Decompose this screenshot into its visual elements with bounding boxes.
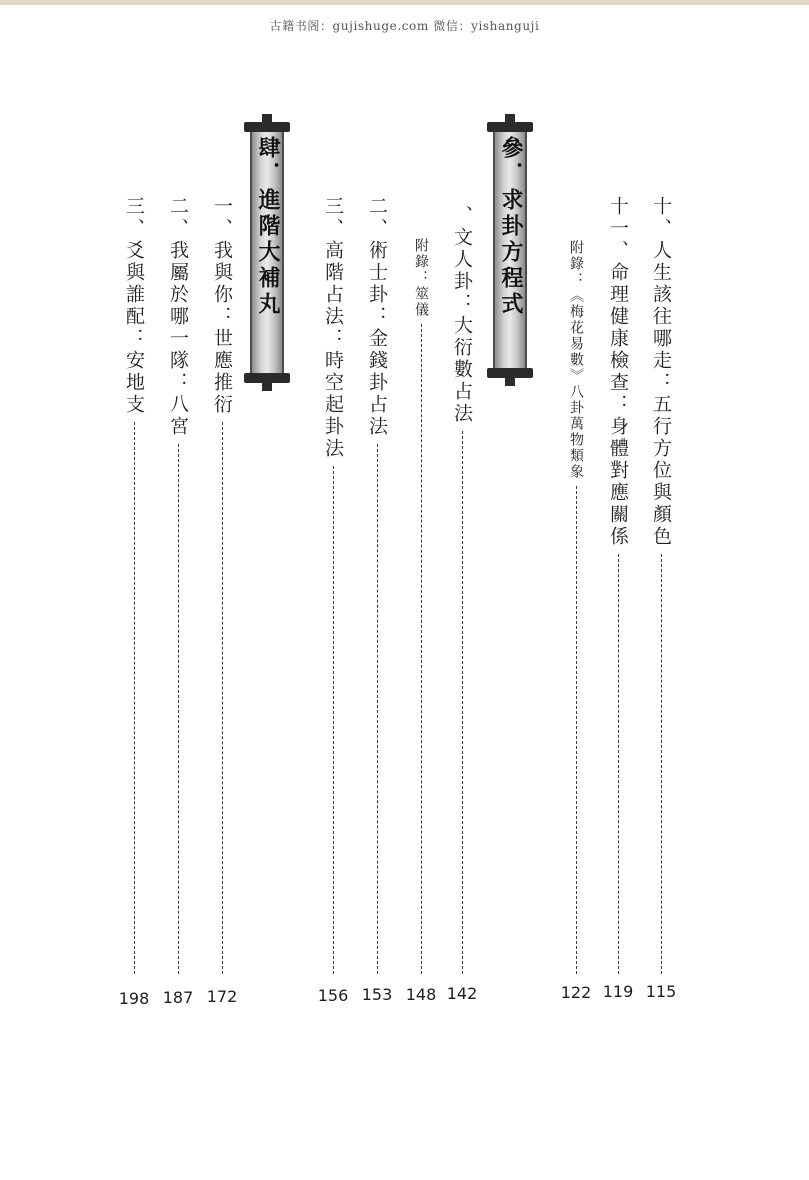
toc-entry[interactable]	[405, 238, 437, 976]
dot-leader	[178, 444, 179, 974]
toc-entry-title: 三、高階占法：時空起卦法	[322, 196, 344, 460]
top-border	[0, 0, 809, 5]
section-title-3: 參．求卦方程式	[498, 136, 523, 318]
dot-leader	[576, 486, 577, 974]
section-banner-4	[250, 130, 284, 375]
toc-entry-title: 十一、命理健康檢查：身體對應關係	[607, 196, 629, 548]
toc-entry-title: 二、我屬於哪一隊：八宮	[167, 196, 189, 438]
watermark-header: 古籍书阁：gujishuge.com 微信：yishanguji	[269, 19, 540, 33]
page-number: 142	[446, 984, 478, 1003]
toc-entry-title: 十、人生該往哪走：五行方位與顏色	[650, 196, 672, 548]
toc-entry[interactable]	[118, 196, 150, 976]
dot-leader	[377, 444, 378, 974]
toc-entry[interactable]	[446, 205, 478, 976]
toc-entry[interactable]	[645, 196, 677, 976]
page-number: 172	[206, 987, 238, 1006]
section-banner-3	[493, 130, 527, 370]
toc-entry-title: 附錄：筮儀	[413, 238, 429, 318]
dot-leader	[333, 466, 334, 974]
dot-leader	[618, 554, 619, 974]
toc-entry[interactable]	[317, 196, 349, 976]
page-number: 122	[560, 983, 592, 1002]
toc-entry-title: 、文人卦：大衍數占法	[451, 205, 473, 425]
dot-leader	[134, 422, 135, 974]
page-number: 156	[317, 986, 349, 1005]
dot-leader	[462, 431, 463, 974]
dot-leader	[222, 422, 223, 974]
toc-entry[interactable]	[602, 196, 634, 976]
toc-entry[interactable]	[206, 196, 238, 976]
page-number: 148	[405, 985, 437, 1004]
dot-leader	[661, 554, 662, 974]
section-title-4: 肆．進階大補丸	[255, 136, 280, 318]
dot-leader	[421, 324, 422, 974]
page-number: 187	[162, 988, 194, 1007]
page-number: 153	[361, 985, 393, 1004]
page-number: 198	[118, 989, 150, 1008]
toc-entry-title: 二、術士卦：金錢卦占法	[366, 196, 388, 438]
toc-entry-title: 三、爻與誰配：安地支	[123, 196, 145, 416]
page-number: 115	[645, 982, 677, 1001]
toc-entry[interactable]	[560, 240, 592, 976]
toc-entry-title: 一、我與你：世應推衍	[211, 196, 233, 416]
toc-entry[interactable]	[162, 196, 194, 976]
toc-entry[interactable]	[361, 196, 393, 976]
page-number: 119	[602, 982, 634, 1001]
toc-entry-title: 附錄：《梅花易數》八卦萬物類象	[568, 240, 584, 480]
